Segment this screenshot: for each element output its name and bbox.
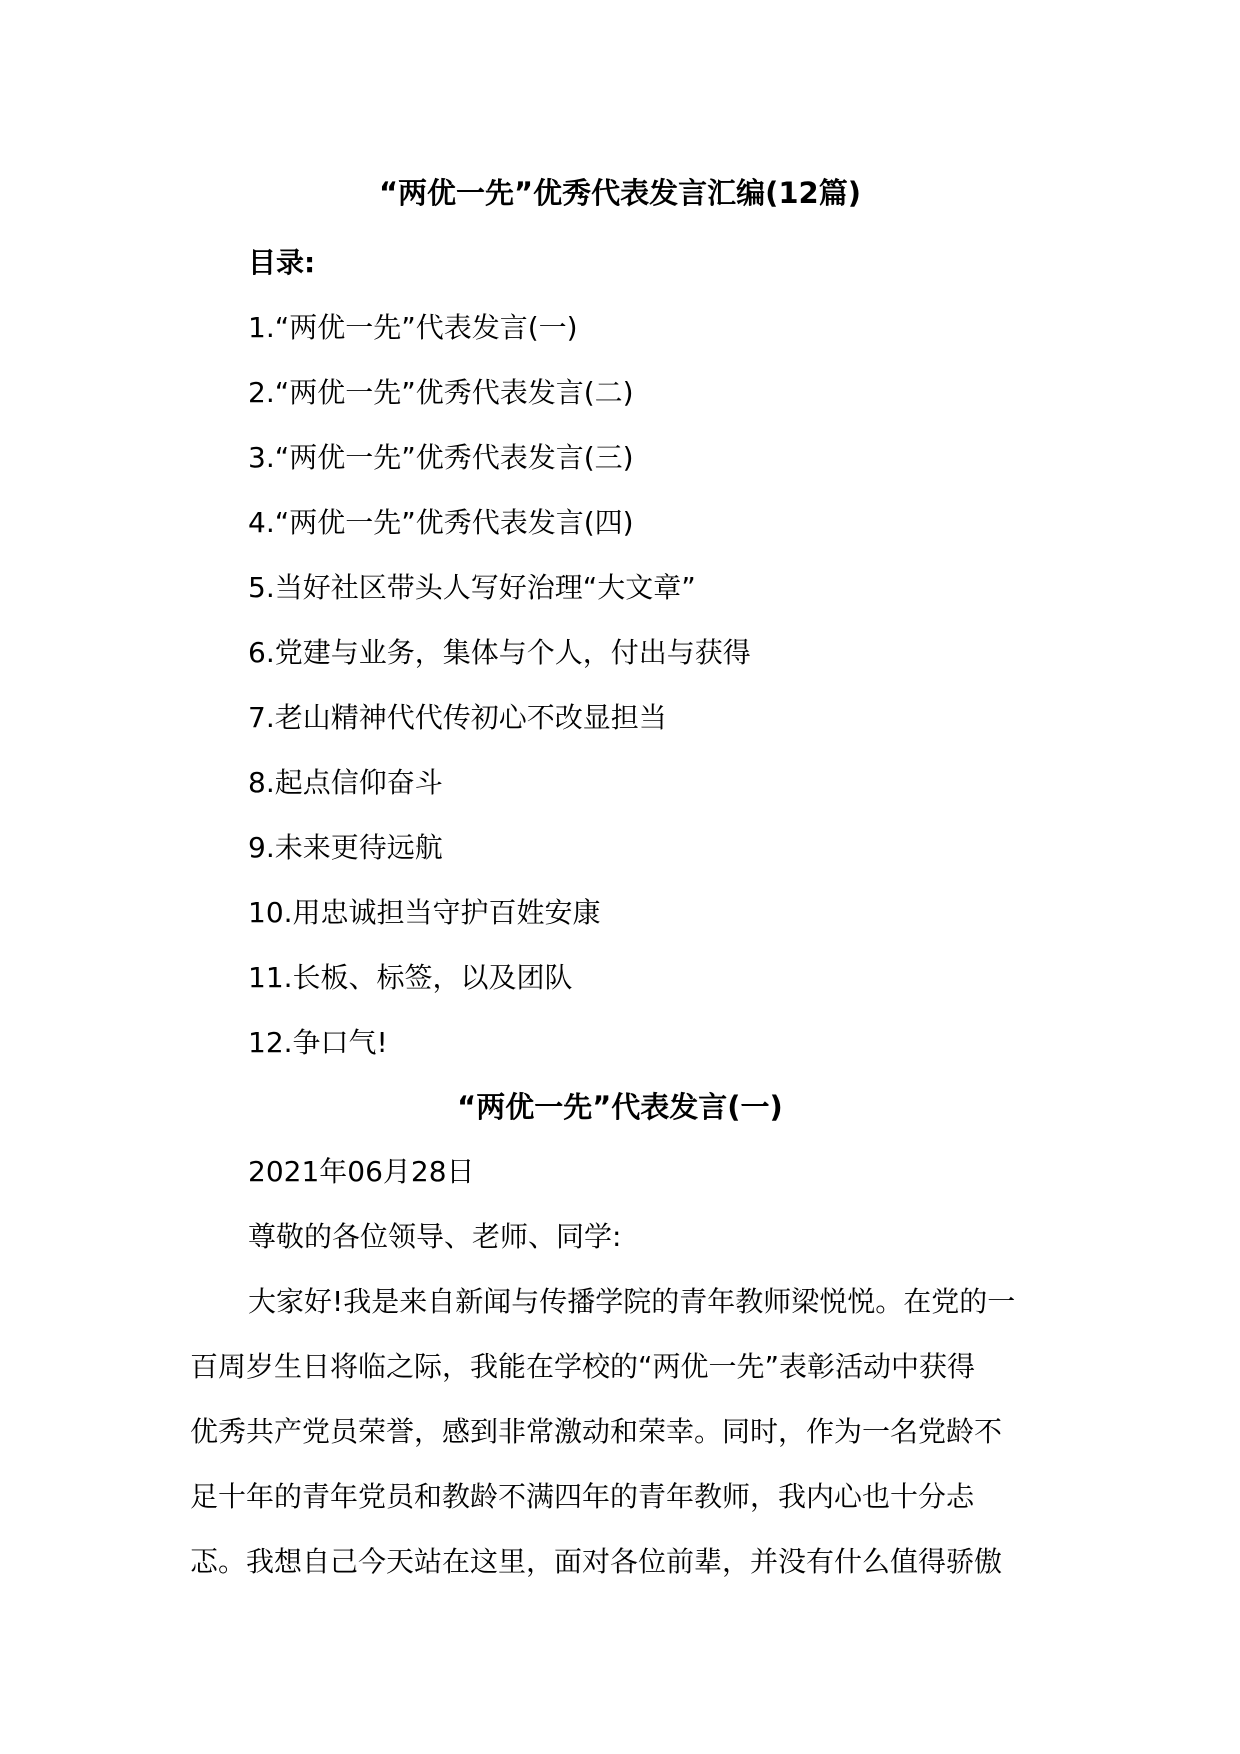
toc-item-6: 6.党建与业务，集体与个人，付出与获得	[248, 636, 751, 669]
body-paragraph	[190, 1281, 1050, 1606]
toc-item-2: 2.“两优一先”优秀代表发言(二)	[248, 376, 634, 409]
body-line: 足十年的青年党员和教龄不满四年的青年教师，我内心也十分忐	[190, 1480, 975, 1513]
section-date: 2021年06月28日	[248, 1155, 475, 1188]
section-title: “两优一先”代表发言(一)	[457, 1090, 783, 1124]
toc-item-12: 12.争口气!	[248, 1026, 388, 1059]
body-line: 百周岁生日将临之际，我能在学校的“两优一先”表彰活动中获得	[190, 1350, 976, 1383]
body-line: 优秀共产党员荣誉，感到非常激动和荣幸。同时，作为一名党龄不	[190, 1415, 1003, 1448]
toc-item-9: 9.未来更待远航	[248, 831, 443, 864]
toc-item-4: 4.“两优一先”优秀代表发言(四)	[248, 506, 634, 539]
toc-item-11: 11.长板、标签，以及团队	[248, 961, 573, 994]
toc-item-10: 10.用忠诚担当守护百姓安康	[248, 896, 601, 929]
toc-item-1: 1.“两优一先”代表发言(一)	[248, 311, 578, 344]
salutation: 尊敬的各位领导、老师、同学:	[248, 1220, 622, 1253]
toc-list	[248, 307, 751, 1087]
body-line: 大家好!我是来自新闻与传播学院的青年教师梁悦悦。在党的一	[248, 1285, 1016, 1318]
toc-heading: 目录:	[248, 246, 316, 279]
toc-item-8: 8.起点信仰奋斗	[248, 766, 443, 799]
toc-item-5: 5.当好社区带头人写好治理“大文章”	[248, 571, 696, 604]
body-line: 忑。我想自己今天站在这里，面对各位前辈，并没有什么值得骄傲	[190, 1545, 1003, 1578]
toc-item-3: 3.“两优一先”优秀代表发言(三)	[248, 441, 634, 474]
toc-item-7: 7.老山精神代代传初心不改显担当	[248, 701, 667, 734]
document-title: “两优一先”优秀代表发言汇编(12篇)	[379, 176, 861, 210]
